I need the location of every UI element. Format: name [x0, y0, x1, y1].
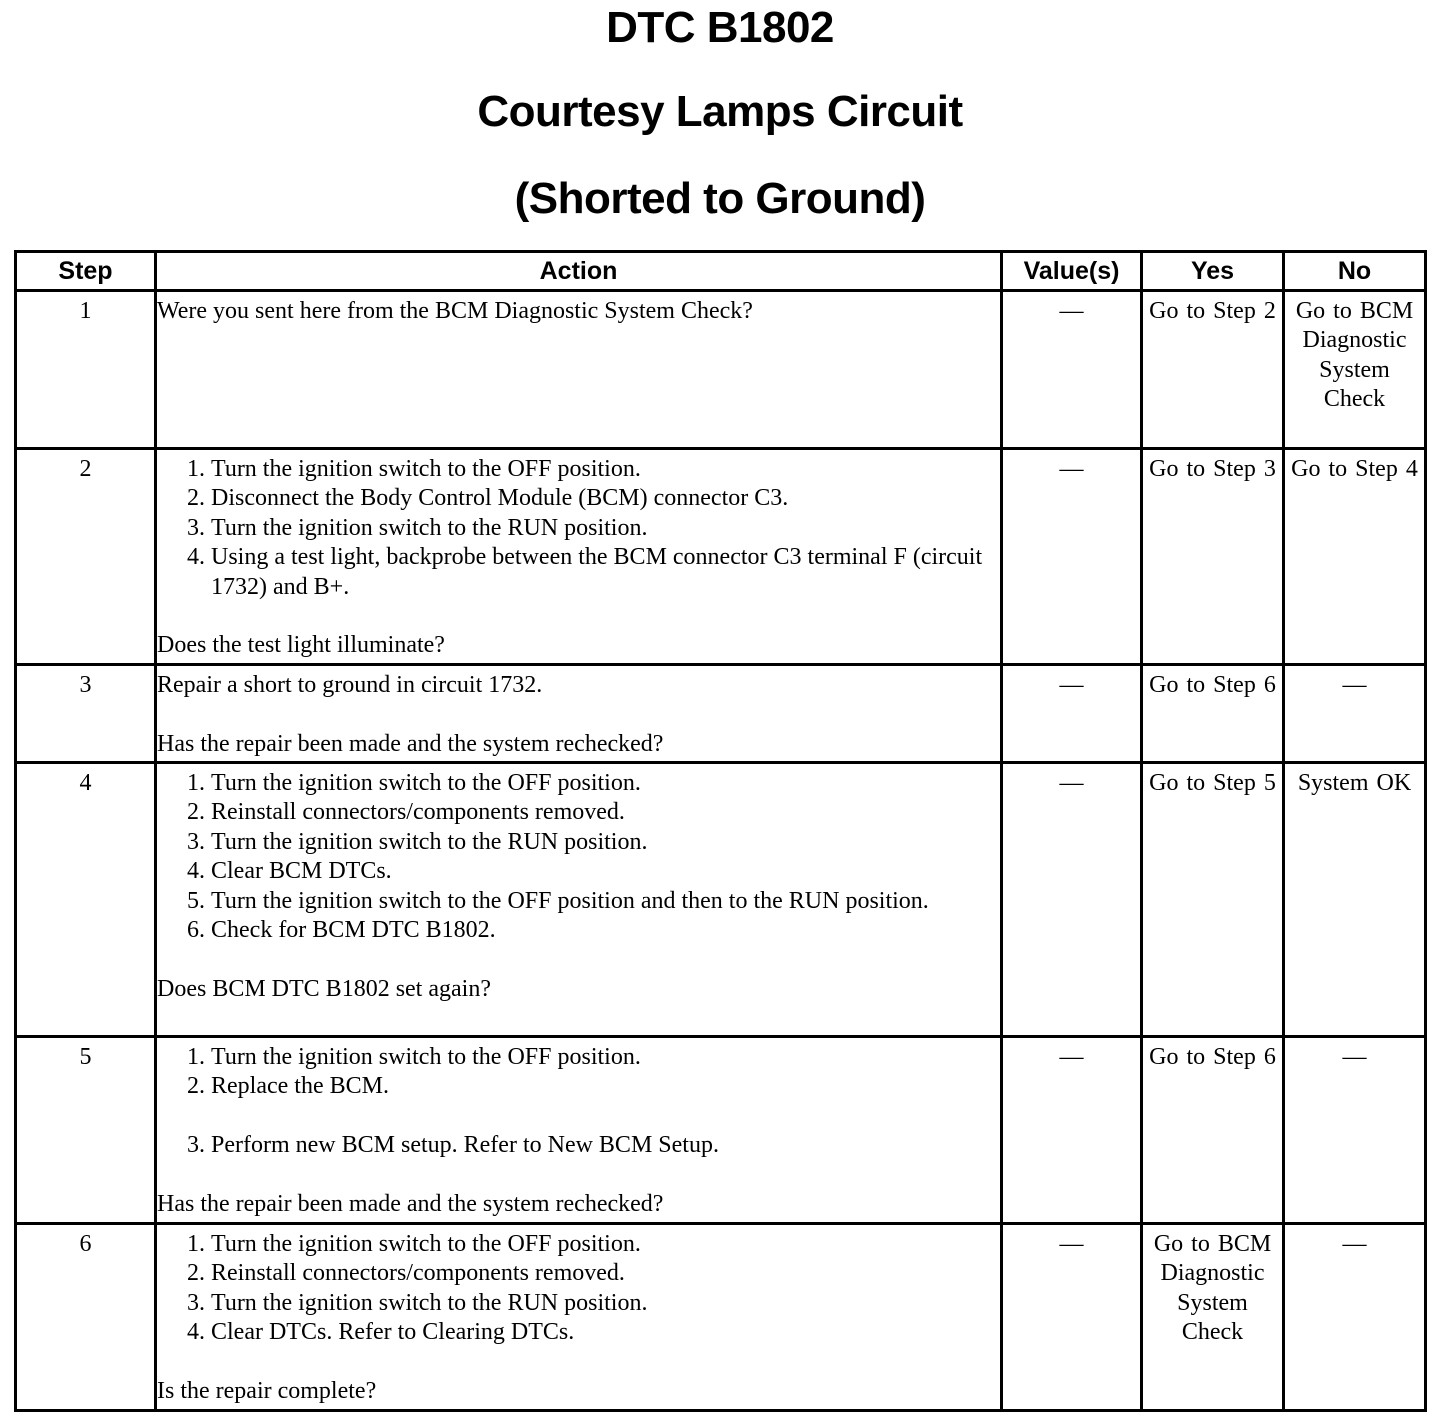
action-steps-list-continued	[157, 1131, 1000, 1160]
action-cell	[156, 449, 1002, 665]
table-row	[16, 449, 1426, 665]
action-intro: Were you sent here from the BCM Diagnostic System Check?	[157, 298, 753, 324]
action-steps-list	[157, 1230, 1000, 1348]
no-cell: —	[1284, 665, 1426, 763]
header-step: Step	[16, 252, 156, 291]
yes-cell: Go to BCM Diagnostic System Check	[1142, 1224, 1284, 1411]
action-cell	[156, 665, 1002, 763]
no-cell: —	[1284, 1224, 1426, 1411]
action-question: Does the test light illuminate?	[157, 632, 445, 659]
action-question: Has the repair been made and the system rechecked?	[157, 1191, 664, 1217]
action-cell	[156, 763, 1002, 1037]
action-step: 1. Turn the ignition switch to the OFF position.	[211, 769, 1000, 798]
table-header-row	[16, 252, 1426, 291]
table-row	[16, 665, 1426, 763]
action-step: 2. Disconnect the Body Control Module (BCM) connector C3.	[211, 484, 1000, 513]
no-cell: Go to Step 4	[1284, 449, 1426, 665]
action-step: 2. Reinstall connectors/components removed.	[211, 798, 1000, 827]
header-yes: Yes	[1142, 252, 1284, 291]
action-intro: Repair a short to ground in circuit 1732.	[157, 672, 543, 698]
action-step: 4. Using a test light, backprobe between the BCM connector C3 terminal F (circuit 1732) and B+.	[211, 543, 1000, 602]
document-title-block	[0, 0, 1440, 246]
action-step: 4. Clear BCM DTCs.	[211, 857, 1000, 886]
action-step: 3. Turn the ignition switch to the RUN position.	[211, 514, 1000, 543]
action-step: 4. Clear DTCs. Refer to Clearing DTCs.	[211, 1318, 1000, 1347]
step-number: 5	[16, 1037, 156, 1224]
yes-cell: Go to Step 3	[1142, 449, 1284, 665]
step-number: 3	[16, 665, 156, 763]
value-cell: —	[1002, 665, 1142, 763]
dtc-code-title: DTC B1802	[606, 3, 834, 52]
action-step: 2. Replace the BCM.	[211, 1072, 1000, 1101]
step-number: 4	[16, 763, 156, 1037]
action-cell	[156, 1224, 1002, 1411]
action-steps-list	[157, 455, 1000, 602]
action-step: 5. Turn the ignition switch to the OFF position and then to the RUN position.	[211, 887, 1000, 916]
value-cell: —	[1002, 1224, 1142, 1411]
header-no: No	[1284, 252, 1426, 291]
yes-cell: Go to Step 6	[1142, 1037, 1284, 1224]
table-row	[16, 1224, 1426, 1411]
action-step: 1. Turn the ignition switch to the OFF position.	[211, 455, 1000, 484]
action-step: 3. Perform new BCM setup. Refer to New BCM Setup.	[211, 1131, 1000, 1160]
step-number: 6	[16, 1224, 156, 1411]
action-question: Has the repair been made and the system rechecked?	[157, 730, 664, 757]
yes-cell: Go to Step 2	[1142, 291, 1284, 449]
table-row	[16, 763, 1426, 1037]
value-cell: —	[1002, 291, 1142, 449]
header-action: Action	[156, 252, 1002, 291]
action-step: 2. Reinstall connectors/components removed.	[211, 1259, 1000, 1288]
action-step: 6. Check for BCM DTC B1802.	[211, 916, 1000, 945]
step-number: 1	[16, 291, 156, 449]
value-cell: —	[1002, 449, 1142, 665]
action-question: Is the repair complete?	[157, 1378, 377, 1405]
action-step: 3. Turn the ignition switch to the RUN position.	[211, 828, 1000, 857]
action-cell	[156, 1037, 1002, 1224]
table-row	[16, 1037, 1426, 1224]
action-step: 1. Turn the ignition switch to the OFF position.	[211, 1230, 1000, 1259]
circuit-name-title: Courtesy Lamps Circuit	[477, 87, 963, 136]
action-cell	[156, 291, 1002, 449]
action-steps-list	[157, 769, 1000, 945]
action-step: 3. Turn the ignition switch to the RUN position.	[211, 1289, 1000, 1318]
value-cell: —	[1002, 763, 1142, 1037]
action-question: Does BCM DTC B1802 set again?	[157, 975, 491, 1002]
diagnostic-table	[14, 250, 1427, 1412]
yes-cell: Go to Step 6	[1142, 665, 1284, 763]
action-steps-list	[157, 1043, 1000, 1102]
yes-cell: Go to Step 5	[1142, 763, 1284, 1037]
header-values: Value(s)	[1002, 252, 1142, 291]
value-cell: —	[1002, 1037, 1142, 1224]
no-cell: System OK	[1284, 763, 1426, 1037]
no-cell: —	[1284, 1037, 1426, 1224]
action-step: 1. Turn the ignition switch to the OFF position.	[211, 1043, 1000, 1072]
fault-condition-title: (Shorted to Ground)	[514, 174, 926, 223]
table-row	[16, 291, 1426, 449]
no-cell: Go to BCM Diagnostic System Check	[1284, 291, 1426, 449]
step-number: 2	[16, 449, 156, 665]
